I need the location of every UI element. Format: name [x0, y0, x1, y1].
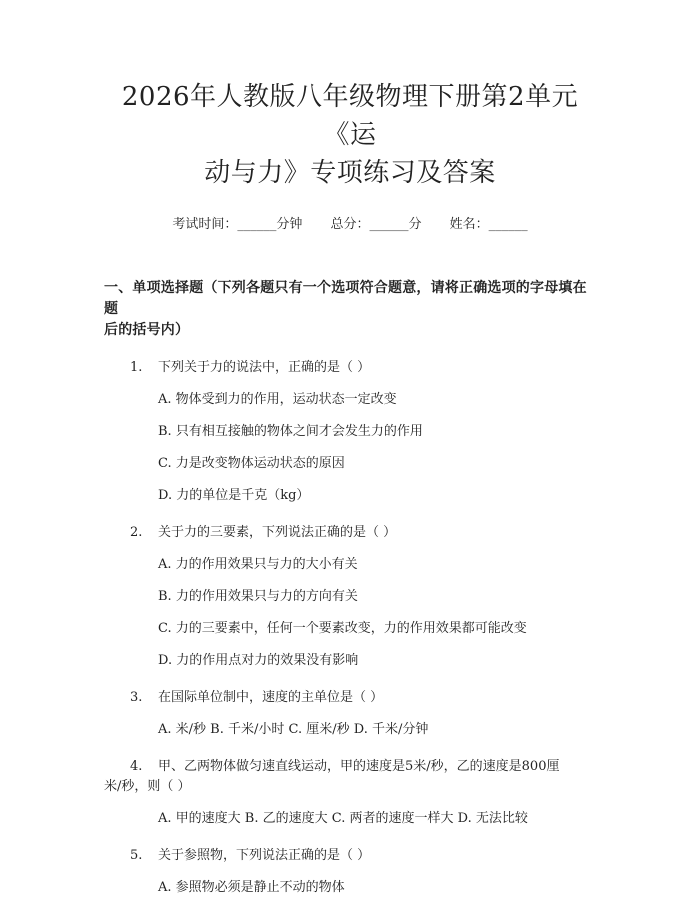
question-4 — [104, 757, 596, 797]
exam-meta-row — [104, 216, 596, 234]
options-inline: A. 甲的速度大 B. 乙的速度大 C. 两者的速度一样大 D. 无法比较 — [158, 811, 528, 826]
question-text: 关于参照物，下列说法正确的是（ ） — [158, 848, 371, 863]
section-title-line-2: 后的括号内） — [104, 322, 190, 338]
question-2 — [104, 523, 596, 543]
option-d: D. 力的单位是千克（kg） — [158, 488, 310, 503]
question-number: 3. — [130, 690, 143, 705]
option-b: B. 力的作用效果只与力的方向有关 — [158, 589, 358, 604]
exam-time: 考试时间：______分钟 — [172, 217, 303, 232]
question-text: 在国际单位制中，速度的主单位是（ ） — [158, 690, 384, 705]
section-title — [104, 278, 596, 341]
total-score: 总分：______分 — [330, 217, 422, 232]
options-inline: A. 米/秒 B. 千米/小时 C. 厘米/秒 D. 千米/分钟 — [158, 722, 429, 737]
section-title-line-1: 一、单项选择题（下列各题只有一个选项符合题意，请将正确选项的字母填在题 — [104, 280, 587, 317]
question-3 — [104, 688, 596, 708]
question-text-line-1: 甲、乙两物体做匀速直线运动，甲的速度是5米/秒，乙的速度是800厘 — [158, 759, 560, 774]
option-a: A. 物体受到力的作用，运动状态一定改变 — [158, 392, 397, 407]
question-number: 1. — [130, 360, 143, 375]
option-c: C. 力是改变物体运动状态的原因 — [158, 456, 345, 471]
question-1 — [104, 358, 596, 378]
question-text: 关于力的三要素，下列说法正确的是（ ） — [158, 525, 397, 540]
option-c: C. 力的三要素中，任何一个要素改变，力的作用效果都可能改变 — [158, 621, 527, 636]
student-name: 姓名：______ — [449, 217, 528, 232]
question-text-line-2: 米/秒，则（ ） — [104, 779, 191, 794]
option-a: A. 力的作用效果只与力的大小有关 — [158, 557, 358, 572]
option-d: D. 力的作用点对力的效果没有影响 — [158, 653, 359, 668]
question-number: 5. — [130, 848, 143, 863]
question-number: 2. — [130, 525, 143, 540]
document-title — [104, 78, 596, 192]
title-line-1: 2026年人教版八年级物理下册第2单元《运 — [121, 82, 579, 150]
question-text: 下列关于力的说法中，正确的是（ ） — [158, 360, 371, 375]
title-line-2: 动与力》专项练习及答案 — [204, 158, 496, 188]
option-b: B. 只有相互接触的物体之间才会发生力的作用 — [158, 424, 423, 439]
option-a: A. 参照物必须是静止不动的物体 — [158, 880, 345, 895]
question-number: 4. — [130, 759, 143, 774]
question-5 — [104, 846, 596, 866]
